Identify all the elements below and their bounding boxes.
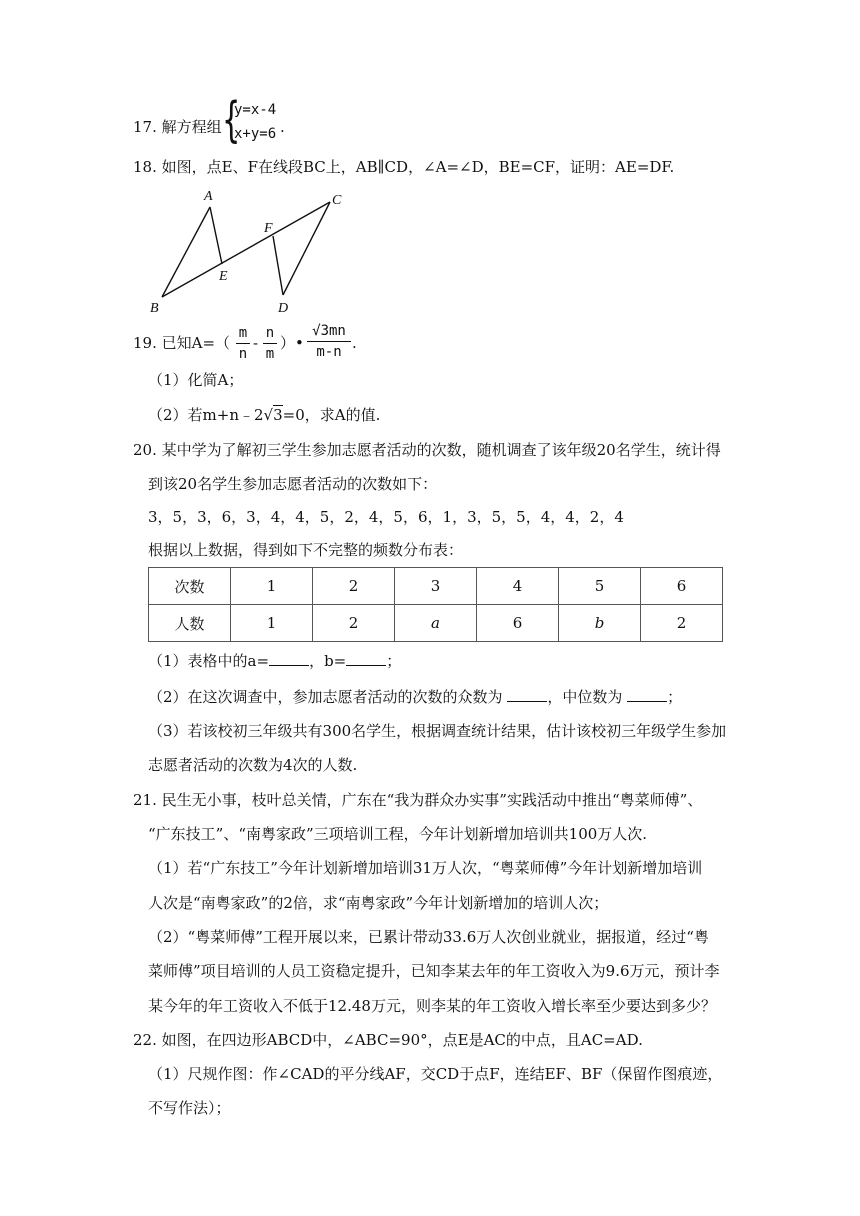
- label-f: F: [264, 221, 273, 236]
- table-cell: b: [559, 605, 641, 642]
- table-cell: a: [395, 605, 477, 642]
- table-cell: 1: [231, 568, 313, 605]
- label-d: D: [278, 301, 289, 316]
- table-cell: 次数: [149, 568, 231, 605]
- fraction-root3mn-over-m-n: [307, 322, 351, 361]
- table-cell: 5: [559, 568, 641, 605]
- q20-line2: 到该20名学生参加志愿者活动的次数如下：: [148, 475, 438, 493]
- q21-number: 21.: [133, 791, 157, 809]
- q19-minus: -: [253, 334, 259, 352]
- q18-figure: [140, 185, 360, 320]
- fraction-numerator: m: [238, 325, 248, 341]
- equation-2: x+y=6: [234, 126, 277, 142]
- q19-part1: （1）化简A；: [148, 371, 244, 389]
- label-b: B: [150, 301, 159, 316]
- table-cell: 2: [313, 605, 395, 642]
- q21-line1: [133, 790, 702, 810]
- q19-part2: [148, 405, 380, 425]
- label-c: C: [332, 193, 342, 208]
- q20-part1-mid: ，b=: [309, 652, 347, 670]
- fraction-bar: [236, 343, 250, 344]
- label-a: A: [204, 189, 213, 204]
- q17-text: 解方程组: [161, 118, 222, 136]
- q21-line2: “广东技工”、“南粤家政”三项培训工程，今年计划新增加培训共100万人次.: [148, 825, 648, 843]
- answer-blank: [269, 651, 309, 666]
- q20-part2-mid: ，中位数为: [547, 688, 628, 706]
- fraction-denominator: m: [265, 346, 275, 362]
- q17-stem: [133, 117, 222, 137]
- q18-text: 如图，点E、F在线段BC上，AB∥CD，∠A=∠D，BE=CF，证明：AE=DF.: [161, 158, 675, 176]
- q20-part3-line2: 志愿者活动的次数为4次的人数.: [148, 756, 358, 774]
- q21-line3: （1）若“广东技工”今年计划新增加培训31万人次，“粤菜师傅”今年计划新增加培训: [148, 859, 703, 877]
- q22-line2: （1）尺规作图：作∠CAD的平分线AF，交CD于点F，连结EF、BF（保留作图痕迹，: [148, 1065, 723, 1083]
- q19-part2-pre: （2）若m+n﹣2: [148, 406, 264, 424]
- fraction-denominator: m-n: [316, 344, 342, 360]
- q19-part2-post: =0，求A的值.: [282, 406, 381, 424]
- fraction-denominator: n: [238, 346, 248, 362]
- q19-stem: [133, 333, 230, 353]
- table-cell: 6: [477, 605, 559, 642]
- frequency-table: [148, 567, 723, 642]
- q19-number: 19.: [133, 334, 157, 352]
- table-cell: 3: [395, 568, 477, 605]
- equation-system: [222, 92, 282, 152]
- fraction-numerator: √3mn: [312, 323, 346, 339]
- q20-data-list: 3，5，3，6，3，4，4，5，2，4，5，6，1，3，5，5，4，4，2，4: [148, 508, 624, 526]
- table-row: [149, 568, 723, 605]
- brace-glyph: {: [222, 92, 241, 148]
- q19-part2-radicand: 3: [273, 406, 283, 424]
- fraction-bar: [307, 341, 351, 342]
- q20-line4: 根据以上数据，得到如下不完整的频数分布表：: [148, 541, 464, 559]
- q22-line1: [133, 1030, 643, 1050]
- q19-close: ）•: [280, 334, 304, 352]
- q20-number: 20.: [133, 441, 157, 459]
- segment-ae: [210, 207, 222, 264]
- q20-part2: [148, 687, 682, 707]
- answer-blank: [507, 687, 547, 702]
- segment-fd: [273, 236, 283, 295]
- q20-line1: [133, 440, 721, 460]
- q22-text-1: 如图，在四边形ABCD中，∠ABC=90°，点E是AC的中点，且AC=AD.: [161, 1031, 643, 1049]
- q20-text-1: 某中学为了解初三学生参加志愿者活动的次数，随机调查了该年级20名学生，统计得: [161, 441, 721, 459]
- answer-blank: [346, 651, 386, 666]
- q21-line5: （2）“粤菜师傅”工程开展以来，已累计带动33.6万人次创业就业，据报道，经过“粤: [148, 928, 709, 946]
- table-cell: 6: [641, 568, 723, 605]
- table-row: [149, 605, 723, 642]
- equation-1: y=x-4: [234, 102, 277, 118]
- table-cell: 4: [477, 568, 559, 605]
- table-cell: 2: [641, 605, 723, 642]
- fraction-n-over-m: [263, 324, 277, 363]
- q21-line6: 菜师傅”项目培训的人员工资稳定提升，已知李某去年的年工资收入为9.6万元，预计李: [148, 962, 720, 980]
- q21-text-1: 民生无小事，枝叶总关情，广东在“我为群众办实事”实践活动中推出“粤菜师傅”、: [161, 791, 703, 809]
- q17-number: 17.: [133, 118, 157, 136]
- q20-part2-end: ；: [667, 688, 683, 706]
- label-e: E: [219, 269, 228, 284]
- fraction-m-over-n: [236, 324, 250, 363]
- q18-number: 18.: [133, 158, 157, 176]
- table-cell: 2: [313, 568, 395, 605]
- q22-number: 22.: [133, 1031, 157, 1049]
- q20-part1-pre: （1）表格中的a=: [148, 652, 270, 670]
- q19-prefix: 已知A=（: [161, 334, 231, 352]
- q21-line7: 某今年的年工资收入不低于12.48万元，则李某的年工资收入增长率至少要达到多少？: [148, 997, 716, 1015]
- q17-end: .: [280, 118, 285, 136]
- table-cell: 1: [231, 605, 313, 642]
- fraction-numerator: n: [265, 325, 275, 341]
- sqrt-icon: √: [263, 406, 274, 424]
- table-cell: 人数: [149, 605, 231, 642]
- answer-blank: [627, 687, 667, 702]
- q21-line4: 人次是“南粤家政”的2倍，求“南粤家政”今年计划新增加的培训人次；: [148, 894, 609, 912]
- q18-stem: [133, 157, 674, 177]
- q20-part2-pre: （2）在这次调查中，参加志愿者活动的次数的众数为: [148, 688, 508, 706]
- q19-end: .: [352, 334, 357, 352]
- q20-part3-line1: （3）若该校初三年级共有300名学生，根据调查统计结果，估计该校初三年级学生参加: [148, 722, 727, 740]
- q20-part1: [148, 651, 401, 671]
- fraction-bar: [263, 343, 277, 344]
- q20-part1-end: ；: [386, 652, 402, 670]
- q22-line3: 不写作法）；: [148, 1099, 231, 1117]
